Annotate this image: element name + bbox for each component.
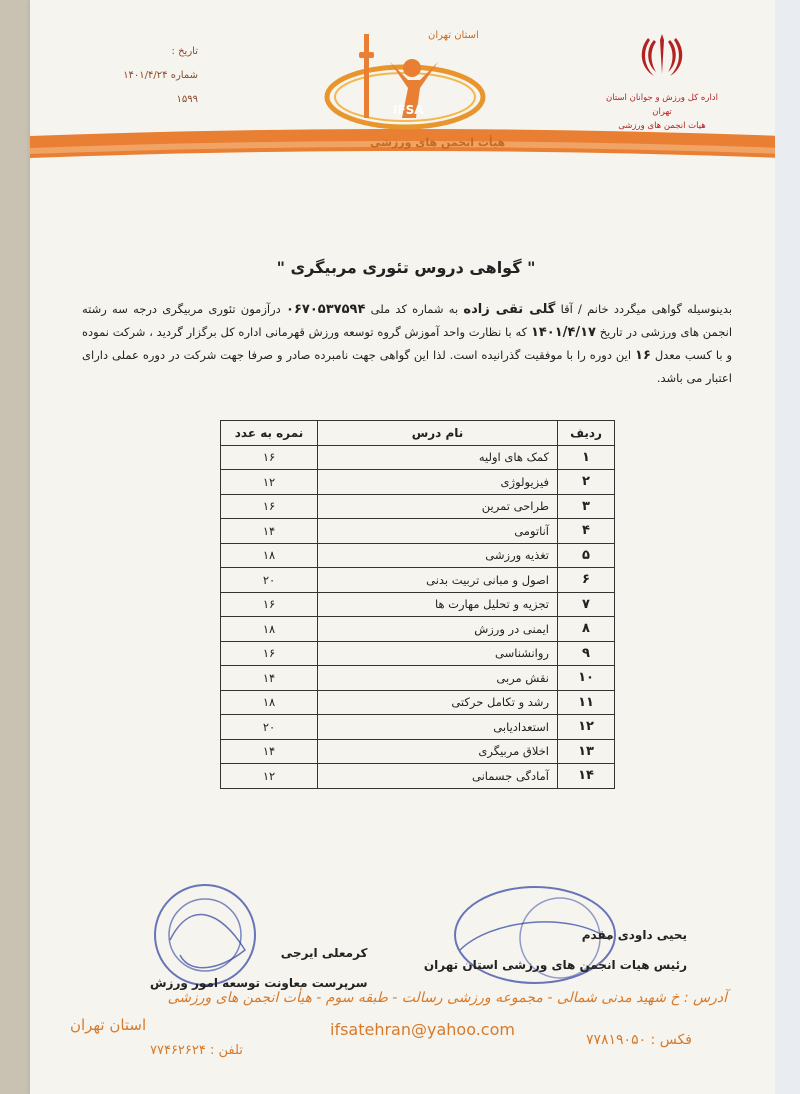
national-id: ۰۶۷۰۵۳۷۵۹۴ <box>286 302 366 317</box>
date-label: تاریخ : <box>171 46 198 57</box>
table-row <box>221 445 615 470</box>
table-row <box>221 690 615 715</box>
signer-title-right: رئیس هیات انجمن های ورزشی استان تهران <box>423 958 687 972</box>
body-text-3: درآزمون تئوری مربیگری درجه سه رشته انجمن های ورزشی در تاریخ <box>82 302 733 339</box>
course-grade: ۲۰ <box>221 568 318 593</box>
course-name: اخلاق مربیگری <box>318 739 558 764</box>
body-text-5: این دوره را با موفقیت گذرانیده است. لذا این گواهی جهت نامبرده صادر و صرفا جهت شرکت در دوره عملی دارای اعتبار می باشد. <box>82 348 732 385</box>
background-sheet <box>775 0 800 1094</box>
course-name: ایمنی در ورزش <box>318 617 558 642</box>
table-row <box>221 641 615 666</box>
course-grade: ۱۶ <box>221 494 318 519</box>
doc-meta <box>88 40 198 112</box>
row-number: ۱۳ <box>558 739 615 764</box>
certificate-body <box>82 298 732 390</box>
table-row <box>221 470 615 495</box>
header-course-name: نام درس <box>318 421 558 446</box>
course-grade: ۱۴ <box>221 519 318 544</box>
body-text-4: که با نظارت واحد آموزش گروه توسعه ورزش قهرمانی اداره کل برگزار گردید ، شرکت نموده و با کسب معدل <box>82 325 733 362</box>
footer-email: ifsatehran@yahoo.com <box>330 1020 515 1039</box>
course-name: نقش مربی <box>318 666 558 691</box>
org-name-line2: هیات انجمن های ورزشی <box>618 121 706 131</box>
course-name: رشد و تکامل حرکتی <box>318 690 558 715</box>
body-text-1: بدینوسیله گواهی میگردد خانم / آقا <box>560 302 733 316</box>
table-row <box>221 568 615 593</box>
iran-emblem-icon <box>640 30 684 80</box>
table-row <box>221 739 615 764</box>
course-grade: ۱۸ <box>221 617 318 642</box>
course-grade: ۱۶ <box>221 445 318 470</box>
course-name: روانشناسی <box>318 641 558 666</box>
course-name: طراحی تمرین <box>318 494 558 519</box>
logo-bottom-text: هیأت انجمن های ورزشی <box>370 136 506 149</box>
table-row <box>221 764 615 789</box>
table-row <box>221 519 615 544</box>
course-table <box>220 420 615 789</box>
logo-top-text: استان تهران <box>428 30 479 41</box>
ifsa-logo <box>320 22 506 152</box>
course-grade: ۱۲ <box>221 764 318 789</box>
row-number: ۱۱ <box>558 690 615 715</box>
average-score: ۱۶ <box>635 348 651 363</box>
footer-address: آدرس : خ شهید مدنی شمالی - مجموعه ورزشی رسالت - طبقه سوم - هیأت انجمن های ورزشی <box>167 990 727 1006</box>
row-number: ۸ <box>558 617 615 642</box>
header-row-num: ردیف <box>558 421 615 446</box>
course-grade: ۲۰ <box>221 715 318 740</box>
certificate-title: " گواهی دروس تئوری مربیگری " <box>276 258 536 277</box>
course-grade: ۱۶ <box>221 592 318 617</box>
number-label: شماره ۱۴۰۱/۴/۲۴ <box>123 70 198 81</box>
org-header <box>597 30 727 133</box>
row-number: ۶ <box>558 568 615 593</box>
exam-date: ۱۴۰۱/۴/۱۷ <box>530 325 596 340</box>
row-number: ۹ <box>558 641 615 666</box>
course-grade: ۱۸ <box>221 543 318 568</box>
footer-org: استان تهران <box>70 1016 147 1034</box>
course-grade: ۱۴ <box>221 666 318 691</box>
course-name: استعدادیابی <box>318 715 558 740</box>
row-number: ۲ <box>558 470 615 495</box>
recipient-name: گلی تقی زاده <box>463 302 556 317</box>
footer-fax: فکس : ۷۷۸۱۹۰۵۰ <box>585 1032 692 1048</box>
course-grade: ۱۲ <box>221 470 318 495</box>
table-row <box>221 543 615 568</box>
logo-abbrev: IFSA <box>393 103 424 117</box>
number-value: ۱۵۹۹ <box>176 94 198 105</box>
row-number: ۴ <box>558 519 615 544</box>
signature-left <box>150 938 368 998</box>
row-number: ۳ <box>558 494 615 519</box>
table-row <box>221 494 615 519</box>
row-number: ۱۲ <box>558 715 615 740</box>
course-name: آناتومی <box>318 519 558 544</box>
header-grade: نمره به عدد <box>221 421 318 446</box>
row-number: ۱۴ <box>558 764 615 789</box>
row-number: ۷ <box>558 592 615 617</box>
course-name: کمک های اولیه <box>318 445 558 470</box>
row-number: ۱ <box>558 445 615 470</box>
table-row <box>221 592 615 617</box>
footer-tel: تلفن : ۷۷۴۶۲۶۲۴ <box>150 1043 243 1058</box>
certificate-page <box>30 0 782 1094</box>
signer-name-left: کرمعلی ایرجی <box>280 946 368 960</box>
course-grade: ۱۴ <box>221 739 318 764</box>
body-text-2: به شماره کد ملی <box>370 302 459 316</box>
course-grade: ۱۸ <box>221 690 318 715</box>
table-row <box>221 666 615 691</box>
course-grade: ۱۶ <box>221 641 318 666</box>
table-row <box>221 617 615 642</box>
table-header-row <box>221 421 615 446</box>
row-number: ۵ <box>558 543 615 568</box>
course-name: آمادگی جسمانی <box>318 764 558 789</box>
org-name-line1: اداره کل ورزش و جوانان استان تهران <box>606 93 718 117</box>
course-name: تغذیه ورزشی <box>318 543 558 568</box>
course-name: فیزیولوژی <box>318 470 558 495</box>
signer-title-left: سرپرست معاونت توسعه امور ورزش <box>150 976 368 990</box>
signer-name-right: یحیی داودی مقدم <box>581 928 687 942</box>
signature-right <box>424 920 687 980</box>
table-row <box>221 715 615 740</box>
course-name: تجزیه و تحلیل مهارت ها <box>318 592 558 617</box>
row-number: ۱۰ <box>558 666 615 691</box>
course-name: اصول و مبانی تربیت بدنی <box>318 568 558 593</box>
